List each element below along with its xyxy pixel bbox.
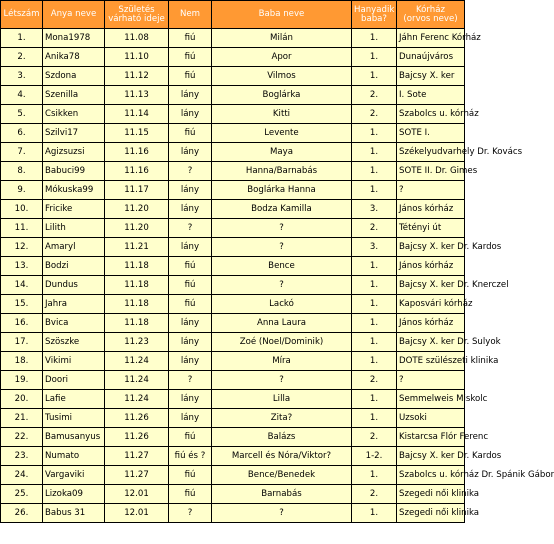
cell-szuletes: 11.27 [105, 447, 169, 466]
cell-baba-neve: Vilmos [212, 67, 352, 86]
cell-baba-neve: Bence/Benedek [212, 466, 352, 485]
cell-letszam: 25. [1, 485, 43, 504]
cell-anya-neve: Babus 31 [43, 504, 105, 523]
table-row [1, 371, 465, 390]
cell-letszam: 22. [1, 428, 43, 447]
cell-korhaz: Bajcsy X. ker Dr. Kardos [397, 238, 465, 257]
cell-nem: fiú [169, 29, 212, 48]
cell-nem: lány [169, 86, 212, 105]
table-row [1, 29, 465, 48]
cell-baba-neve: Zoé (Noel/Dominik) [212, 333, 352, 352]
header-baba-neve [212, 1, 352, 29]
table-row [1, 333, 465, 352]
cell-letszam: 14. [1, 276, 43, 295]
cell-korhaz: I. Sote [397, 86, 465, 105]
cell-nem: lány [169, 409, 212, 428]
cell-baba-neve: Míra [212, 352, 352, 371]
table-row [1, 86, 465, 105]
cell-korhaz: Tétényi út [397, 219, 465, 238]
cell-hanyadik: 3. [352, 200, 397, 219]
cell-hanyadik: 1. [352, 333, 397, 352]
cell-anya-neve: Amaryl [43, 238, 105, 257]
cell-hanyadik: 1. [352, 67, 397, 86]
table-body [1, 29, 554, 523]
cell-baba-neve: ? [212, 504, 352, 523]
cell-anya-neve: Mókuska99 [43, 181, 105, 200]
cell-nem: fiú és ? [169, 447, 212, 466]
header-korhaz [397, 1, 465, 29]
table-row [1, 124, 465, 143]
cell-baba-neve: Anna Laura [212, 314, 352, 333]
cell-baba-neve: Maya [212, 143, 352, 162]
cell-letszam: 20. [1, 390, 43, 409]
cell-baba-neve: Apor [212, 48, 352, 67]
cell-baba-neve: Zita? [212, 409, 352, 428]
cell-letszam: 23. [1, 447, 43, 466]
cell-nem: fiú [169, 466, 212, 485]
cell-hanyadik: 1. [352, 390, 397, 409]
table-row [1, 105, 465, 124]
cell-hanyadik: 1. [352, 162, 397, 181]
cell-hanyadik: 1. [352, 181, 397, 200]
table-row [1, 466, 465, 485]
cell-korhaz: ? [397, 181, 465, 200]
cell-anya-neve: Szöszke [43, 333, 105, 352]
cell-szuletes: 11.14 [105, 105, 169, 124]
cell-hanyadik: 1. [352, 314, 397, 333]
cell-anya-neve: Dundus [43, 276, 105, 295]
cell-anya-neve: Doori [43, 371, 105, 390]
cell-szuletes: 11.12 [105, 67, 169, 86]
cell-letszam: 6. [1, 124, 43, 143]
table-row [1, 238, 465, 257]
cell-hanyadik: 2. [352, 86, 397, 105]
cell-anya-neve: Agizsuzsi [43, 143, 105, 162]
cell-korhaz: Jáhn Ferenc Kórház [397, 29, 465, 48]
cell-korhaz: SOTE II. Dr. Gimes [397, 162, 465, 181]
cell-szuletes: 11.20 [105, 200, 169, 219]
cell-anya-neve: Tusimi [43, 409, 105, 428]
cell-letszam: 8. [1, 162, 43, 181]
cell-baba-neve: ? [212, 238, 352, 257]
cell-hanyadik: 1-2. [352, 447, 397, 466]
cell-hanyadik: 1. [352, 124, 397, 143]
header-hanyadik [352, 1, 397, 29]
cell-letszam: 2. [1, 48, 43, 67]
cell-szuletes: 12.01 [105, 485, 169, 504]
cell-hanyadik: 2. [352, 219, 397, 238]
cell-korhaz: Székelyudvarhely Dr. Kovács [397, 143, 465, 162]
cell-anya-neve: Vargaviki [43, 466, 105, 485]
cell-hanyadik: 2. [352, 371, 397, 390]
cell-baba-neve: Marcell és Nóra/Viktor? [212, 447, 352, 466]
cell-korhaz: Uzsoki [397, 409, 465, 428]
cell-szuletes: 11.17 [105, 181, 169, 200]
cell-szuletes: 11.18 [105, 276, 169, 295]
cell-korhaz: Bajcsy X. ker Dr. Kardos [397, 447, 465, 466]
cell-szuletes: 11.26 [105, 409, 169, 428]
header-nem-text: Nem [179, 9, 201, 19]
cell-korhaz: ? [397, 371, 465, 390]
cell-nem: lány [169, 333, 212, 352]
cell-letszam: 21. [1, 409, 43, 428]
cell-anya-neve: Vikimi [43, 352, 105, 371]
table-row [1, 143, 465, 162]
cell-szuletes: 11.10 [105, 48, 169, 67]
cell-nem: lány [169, 314, 212, 333]
cell-letszam: 10. [1, 200, 43, 219]
header-szuletes-line1: Születés [118, 4, 155, 15]
cell-korhaz: Kistarcsa Flór Ferenc [397, 428, 465, 447]
header-nem [169, 1, 212, 29]
cell-letszam: 5. [1, 105, 43, 124]
cell-nem: ? [169, 219, 212, 238]
cell-hanyadik: 1. [352, 257, 397, 276]
cell-baba-neve: Lilla [212, 390, 352, 409]
cell-hanyadik: 1. [352, 295, 397, 314]
cell-letszam: 24. [1, 466, 43, 485]
cell-baba-neve: Boglárka Hanna [212, 181, 352, 200]
cell-anya-neve: Lizoka09 [43, 485, 105, 504]
cell-nem: ? [169, 371, 212, 390]
cell-korhaz: Dunaújváros [397, 48, 465, 67]
cell-hanyadik: 1. [352, 143, 397, 162]
cell-anya-neve: Babuci99 [43, 162, 105, 181]
cell-anya-neve: Numato [43, 447, 105, 466]
header-korhaz-line1: Kórház [415, 4, 446, 15]
cell-nem: ? [169, 162, 212, 181]
cell-korhaz: Kaposvári kórház [397, 295, 465, 314]
cell-korhaz: János kórház [397, 314, 465, 333]
table-row [1, 200, 465, 219]
header-szuletes [105, 1, 169, 29]
cell-nem: fiú [169, 295, 212, 314]
cell-szuletes: 12.01 [105, 504, 169, 523]
cell-anya-neve: Szdona [43, 67, 105, 86]
cell-letszam: 19. [1, 371, 43, 390]
cell-anya-neve: Szilvi17 [43, 124, 105, 143]
cell-baba-neve: Levente [212, 124, 352, 143]
cell-anya-neve: Anika78 [43, 48, 105, 67]
cell-nem: lány [169, 390, 212, 409]
cell-korhaz: Szabolcs u. kórház [397, 105, 465, 124]
cell-hanyadik: 1. [352, 409, 397, 428]
cell-baba-neve: Bence [212, 257, 352, 276]
cell-szuletes: 11.24 [105, 352, 169, 371]
cell-hanyadik: 1. [352, 352, 397, 371]
cell-baba-neve: ? [212, 371, 352, 390]
cell-baba-neve: Barnabás [212, 485, 352, 504]
table-row [1, 504, 465, 523]
cell-szuletes: 11.15 [105, 124, 169, 143]
cell-korhaz: Bajcsy X. ker [397, 67, 465, 86]
cell-anya-neve: Lafie [43, 390, 105, 409]
cell-baba-neve: Bodza Kamilla [212, 200, 352, 219]
cell-anya-neve: Lilith [43, 219, 105, 238]
cell-nem: fiú [169, 428, 212, 447]
cell-hanyadik: 1. [352, 29, 397, 48]
cell-korhaz: Szabolcs u. kórház Dr. Spánik Gábor [397, 466, 465, 485]
header-anya-neve [43, 1, 105, 29]
cell-hanyadik: 1. [352, 466, 397, 485]
cell-letszam: 11. [1, 219, 43, 238]
cell-szuletes: 11.16 [105, 143, 169, 162]
cell-szuletes: 11.24 [105, 371, 169, 390]
cell-szuletes: 11.24 [105, 390, 169, 409]
cell-hanyadik: 1. [352, 276, 397, 295]
cell-szuletes: 11.16 [105, 162, 169, 181]
cell-nem: lány [169, 352, 212, 371]
cell-szuletes: 11.20 [105, 219, 169, 238]
cell-anya-neve: Csikken [43, 105, 105, 124]
cell-hanyadik: 1. [352, 48, 397, 67]
cell-hanyadik: 2. [352, 485, 397, 504]
table-row [1, 409, 465, 428]
cell-korhaz: Bajcsy X. ker Dr. Sulyok [397, 333, 465, 352]
cell-letszam: 13. [1, 257, 43, 276]
table-row [1, 67, 465, 86]
cell-anya-neve: Jahra [43, 295, 105, 314]
header-szuletes-line2: várható ideje [108, 13, 165, 24]
header-baba-neve-text: Baba neve [258, 9, 305, 19]
table-row [1, 48, 465, 67]
cell-baba-neve: ? [212, 276, 352, 295]
table-row [1, 485, 465, 504]
cell-szuletes: 11.27 [105, 466, 169, 485]
cell-szuletes: 11.23 [105, 333, 169, 352]
cell-szuletes: 11.21 [105, 238, 169, 257]
cell-baba-neve: Lackó [212, 295, 352, 314]
cell-hanyadik: 2. [352, 428, 397, 447]
header-row [1, 1, 465, 29]
cell-baba-neve: Balázs [212, 428, 352, 447]
cell-nem: lány [169, 238, 212, 257]
cell-anya-neve: Szenilla [43, 86, 105, 105]
cell-korhaz: János kórház [397, 200, 465, 219]
header-letszam-text: Létszám [3, 9, 40, 19]
cell-letszam: 4. [1, 86, 43, 105]
table-row [1, 219, 465, 238]
cell-anya-neve: Bamusanyus [43, 428, 105, 447]
cell-letszam: 16. [1, 314, 43, 333]
cell-letszam: 7. [1, 143, 43, 162]
cell-szuletes: 11.13 [105, 86, 169, 105]
cell-szuletes: 11.18 [105, 257, 169, 276]
cell-letszam: 1. [1, 29, 43, 48]
cell-nem: lány [169, 143, 212, 162]
cell-nem: fiú [169, 48, 212, 67]
cell-szuletes: 11.18 [105, 295, 169, 314]
cell-anya-neve: Bvica [43, 314, 105, 333]
header-letszam [1, 1, 43, 29]
cell-nem: fiú [169, 67, 212, 86]
cell-anya-neve: Fricike [43, 200, 105, 219]
cell-korhaz: SOTE I. [397, 124, 465, 143]
cell-letszam: 18. [1, 352, 43, 371]
cell-korhaz: Szegedi női klinika [397, 504, 465, 523]
table-header [1, 1, 465, 29]
table-row [1, 295, 465, 314]
cell-anya-neve: Bodzi [43, 257, 105, 276]
table-row [1, 314, 465, 333]
cell-letszam: 12. [1, 238, 43, 257]
cell-baba-neve: Kitti [212, 105, 352, 124]
cell-baba-neve: ? [212, 219, 352, 238]
table-row [1, 257, 465, 276]
cell-nem: fiú [169, 257, 212, 276]
cell-baba-neve: Milán [212, 29, 352, 48]
cell-korhaz: Bajcsy X. ker Dr. Knerczel [397, 276, 465, 295]
table-row [1, 276, 465, 295]
cell-letszam: 15. [1, 295, 43, 314]
table-row [1, 447, 465, 466]
cell-hanyadik: 1. [352, 504, 397, 523]
table-row [1, 181, 465, 200]
table-row [1, 390, 465, 409]
cell-nem: lány [169, 105, 212, 124]
cell-korhaz: János kórház [397, 257, 465, 276]
cell-nem: fiú [169, 485, 212, 504]
cell-nem: fiú [169, 124, 212, 143]
header-korhaz-line2: (orvos neve) [403, 13, 458, 24]
header-anya-neve-text: Anya neve [50, 9, 97, 19]
table-row [1, 352, 465, 371]
cell-korhaz: Szegedi női klinika [397, 485, 465, 504]
cell-nem: lány [169, 181, 212, 200]
cell-letszam: 3. [1, 67, 43, 86]
cell-letszam: 9. [1, 181, 43, 200]
cell-letszam: 26. [1, 504, 43, 523]
table-row [1, 162, 465, 181]
cell-szuletes: 11.08 [105, 29, 169, 48]
cell-baba-neve: Boglárka [212, 86, 352, 105]
cell-nem: lány [169, 200, 212, 219]
header-hanyadik-line2: baba? [360, 13, 387, 24]
cell-szuletes: 11.26 [105, 428, 169, 447]
cell-szuletes: 11.18 [105, 314, 169, 333]
cell-anya-neve: Mona1978 [43, 29, 105, 48]
cell-korhaz: Semmelweis Miskolc [397, 390, 465, 409]
cell-nem: ? [169, 504, 212, 523]
cell-hanyadik: 3. [352, 238, 397, 257]
cell-nem: fiú [169, 276, 212, 295]
header-hanyadik-line1: Hanyadik [354, 4, 395, 15]
cell-baba-neve: Hanna/Barnabás [212, 162, 352, 181]
cell-korhaz: DOTE szülészeti klinika [397, 352, 465, 371]
table-row [1, 428, 465, 447]
cell-hanyadik: 2. [352, 105, 397, 124]
cell-letszam: 17. [1, 333, 43, 352]
